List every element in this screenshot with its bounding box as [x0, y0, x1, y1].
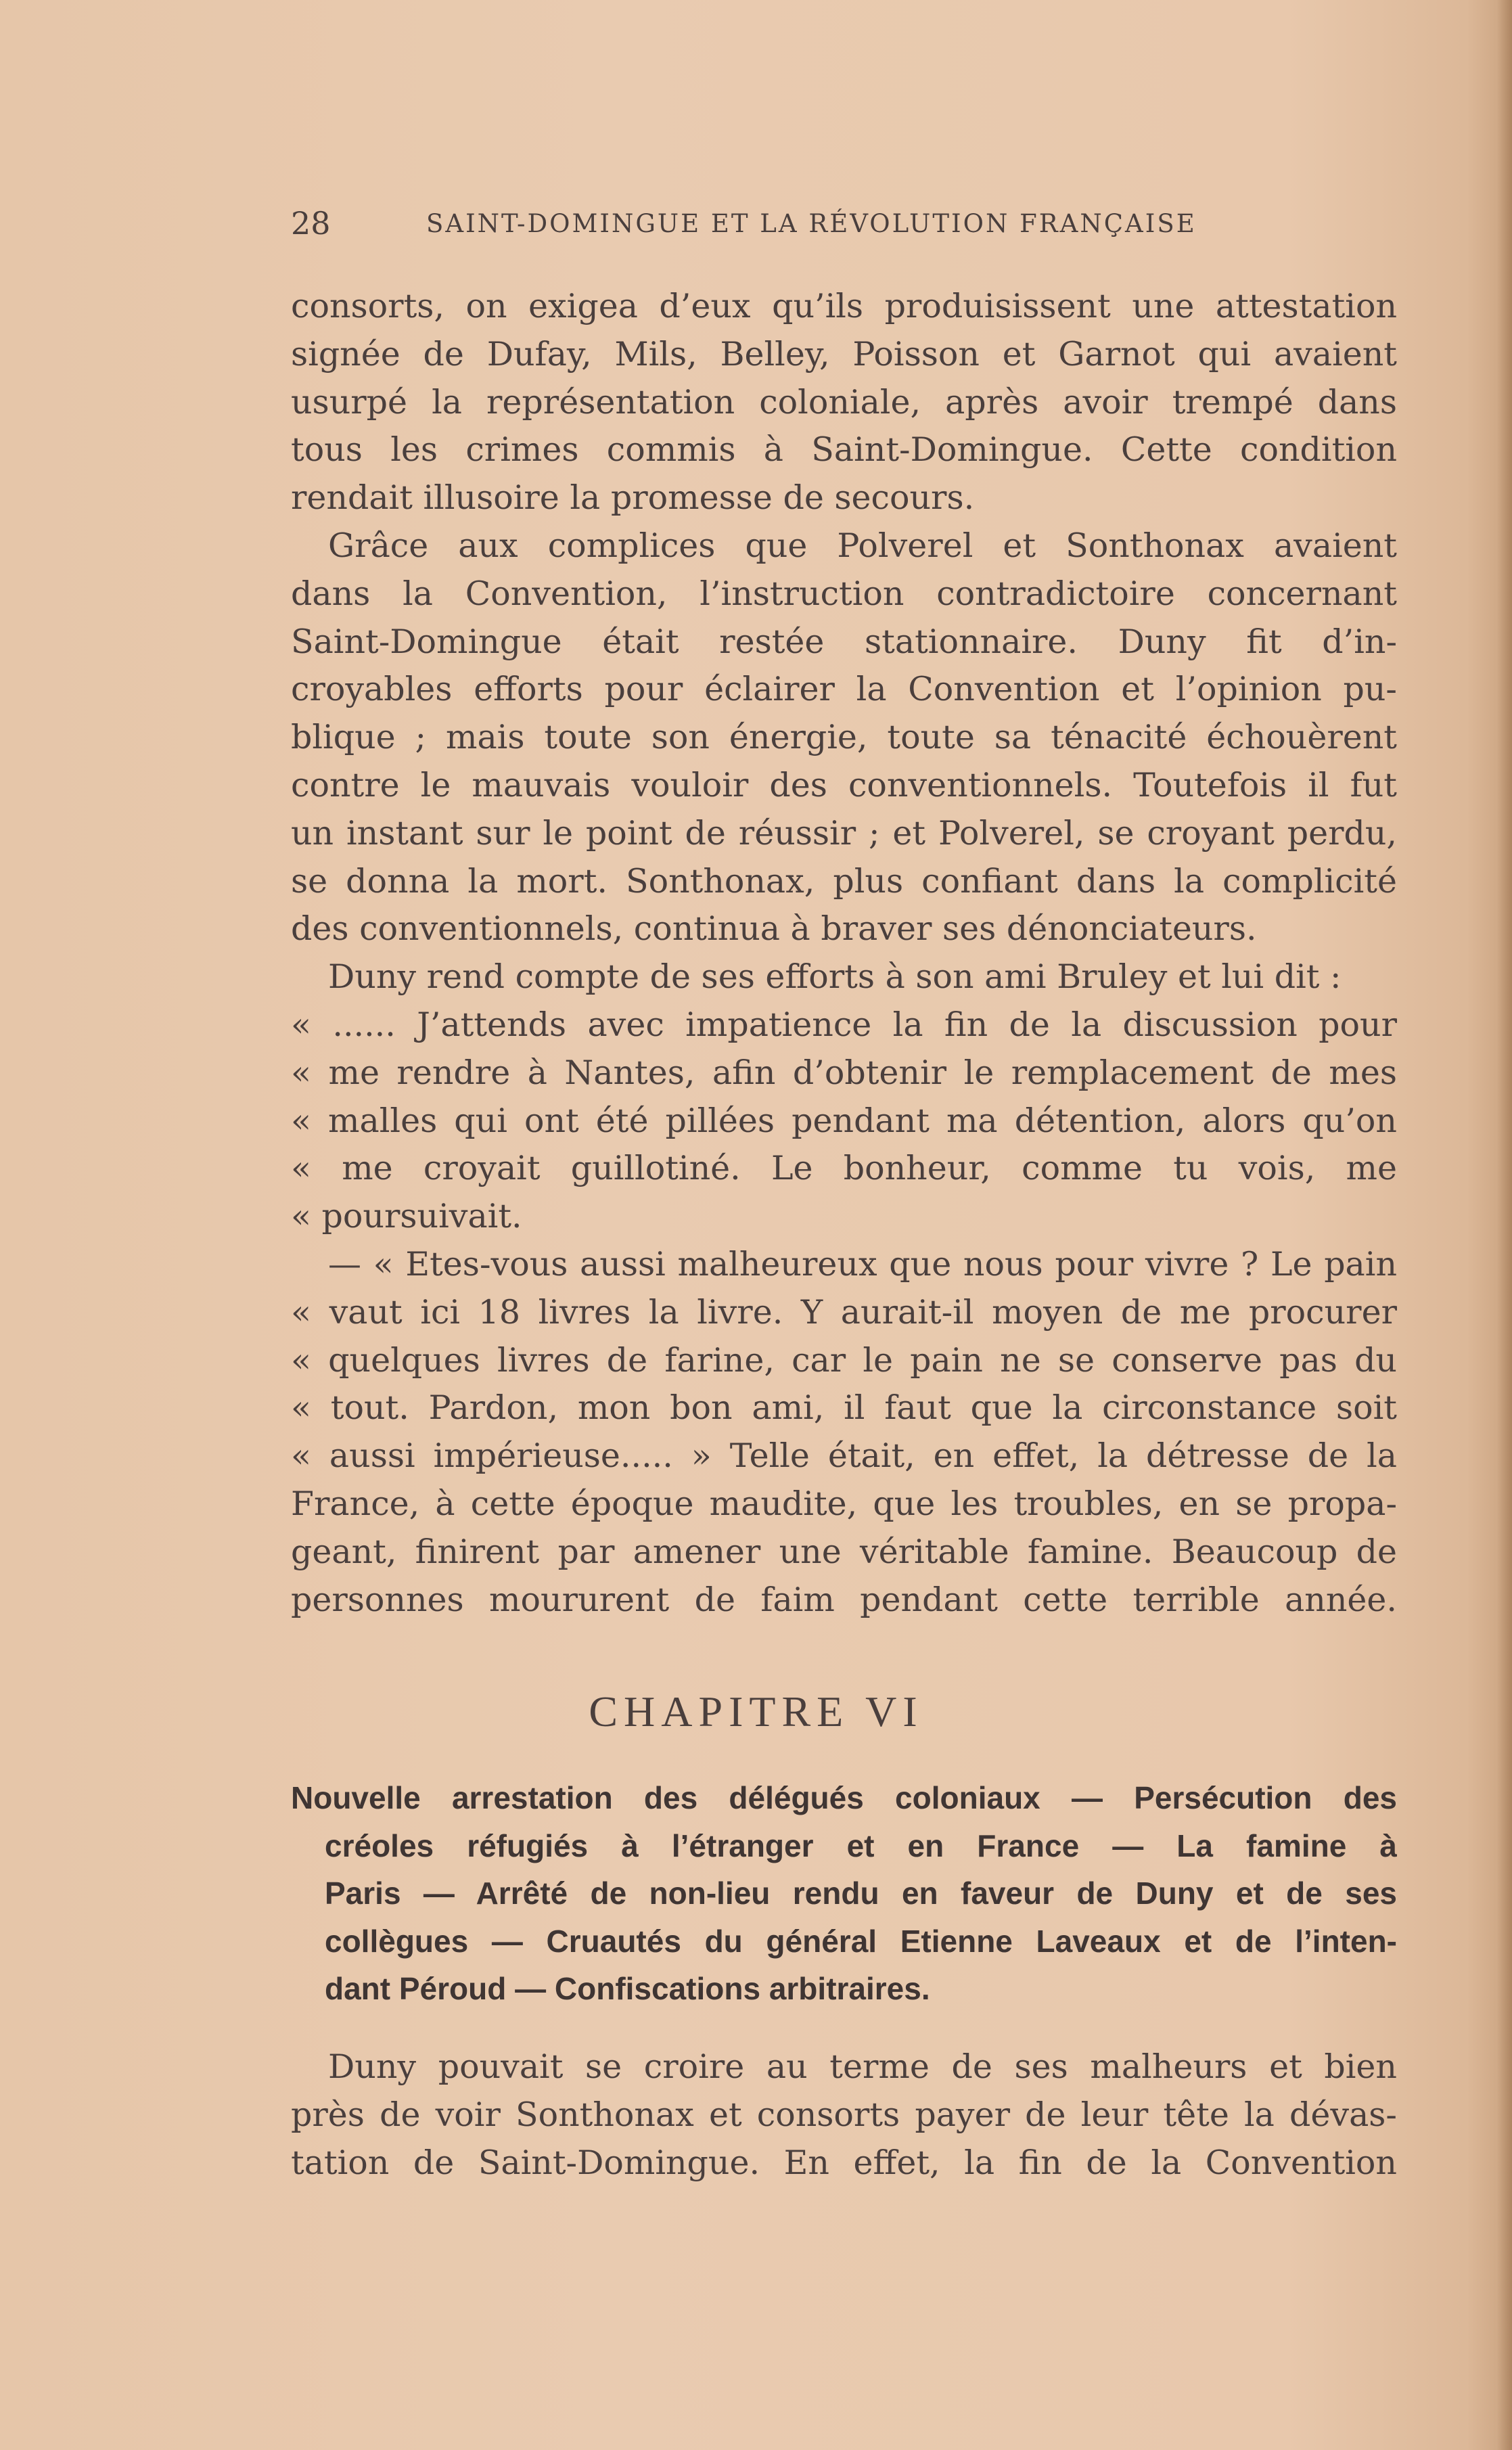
quote-line: « ...... J’attends avec impatience la fin de la discussion pour: [291, 1005, 1397, 1044]
running-head: [291, 203, 1224, 244]
paragraph-grace: [291, 522, 1397, 953]
quote-line: « me rendre à Nantes, afin d’obtenir le remplacement de mes: [291, 1053, 1397, 1092]
quote-line: « vaut ici 18 livres la livre. Y aurait-il moyen de me procurer: [291, 1292, 1397, 1332]
chapter-title: CHAPITRE VI: [589, 1687, 923, 1736]
body-text-chapter: [291, 2043, 1397, 2187]
text-line: geant, finirent par amener une véritable famine. Beaucoup de: [291, 1532, 1397, 1571]
text-line: des conventionnels, continua à braver ses dénonciateurs.: [291, 909, 1257, 949]
text-line: signée de Dufay, Mils, Belley, Poisson et Garnot qui avaient: [291, 334, 1397, 373]
text-line: « aussi impérieuse..... » Telle était, en effet, la détresse de la: [291, 1436, 1397, 1476]
summary-line: créoles réfugiés à l’étranger et en France — La famine à: [325, 1828, 1397, 1863]
text-line: consorts, on exigea d’eux qu’ils produisissent une attestation: [291, 287, 1397, 325]
quote-line: « quelques livres de farine, car le pain ne se conserve pas du: [291, 1340, 1397, 1380]
text-line: rendait illusoire la promesse de secours.: [291, 478, 975, 518]
text-line: dans la Convention, l’instruction contradictoire concernant: [291, 574, 1397, 613]
text-line: Grâce aux complices que Polverel et Sonthonax avaient: [328, 526, 1397, 565]
paragraph-consorts: [291, 283, 1397, 522]
text-line: près de voir Sonthonax et consorts payer de leur tête la dévas-: [291, 2095, 1397, 2134]
summary-line: Paris — Arrêté de non-lieu rendu en faveur de Duny et de ses: [325, 1876, 1397, 1911]
summary-line: collègues — Cruautés du général Etienne Laveaux et de l’inten-: [325, 1923, 1397, 1959]
paragraph-duny-pouvait: [291, 2043, 1397, 2187]
summary-line: dant Péroud — Confiscations arbitraires.: [325, 1971, 930, 2006]
body-text-top: [291, 283, 1397, 1624]
running-title: SAINT-DOMINGUE ET LA RÉVOLUTION FRANÇAISE: [426, 209, 1197, 238]
quote-line: « tout. Pardon, mon bon ami, il faut que la circonstance soit: [291, 1388, 1397, 1428]
quote-line: — « Etes-vous aussi malheureux que nous pour vivre ? Le pain: [328, 1244, 1397, 1284]
summary-line: Nouvelle arrestation des délégués coloniaux — Persécution des: [291, 1780, 1397, 1815]
quote-line: « me croyait guillotiné. Le bonheur, comme tu vois, me: [291, 1149, 1397, 1188]
text-line: tation de Saint-Domingue. En effet, la fin de la Convention: [291, 2143, 1397, 2182]
text-line: blique ; mais toute son énergie, toute sa ténacité échouèrent: [291, 718, 1397, 757]
page-edge-shadow: [1497, 0, 1512, 2450]
paragraph-etes-vous: [291, 1241, 1397, 1624]
text-line: se donna la mort. Sonthonax, plus confiant dans la complicité: [291, 861, 1397, 901]
text-line: contre le mauvais vouloir des conventionnels. Toutefois il fut: [291, 765, 1397, 804]
text-line: France, à cette époque maudite, que les troubles, en se propa-: [291, 1484, 1397, 1523]
page-number: 28: [291, 205, 331, 242]
text-line: Saint-Domingue était restée stationnaire. Duny fit d’in-: [291, 622, 1397, 661]
quote-line: « poursuivait.: [291, 1197, 522, 1236]
text-line: usurpé la représentation coloniale, après avoir trempé dans: [291, 382, 1397, 422]
chapter-summary: [291, 1774, 1397, 2013]
text-line: Duny rend compte de ses efforts à son ami Bruley et lui dit :: [328, 957, 1342, 997]
text-line: croyables efforts pour éclairer la Convention et l’opinion pu-: [291, 670, 1397, 709]
text-line: tous les crimes commis à Saint-Domingue. Cette condition: [291, 430, 1397, 470]
paragraph-duny-letter: [291, 953, 1397, 1241]
quote-line: « malles qui ont été pillées pendant ma détention, alors qu’on: [291, 1101, 1397, 1140]
text-line: personnes moururent de faim pendant cette terrible année.: [291, 1580, 1397, 1619]
text-line: un instant sur le point de réussir ; et Polverel, se croyant perdu,: [291, 813, 1397, 853]
text-line: Duny pouvait se croire au terme de ses malheurs et bien: [328, 2047, 1397, 2086]
